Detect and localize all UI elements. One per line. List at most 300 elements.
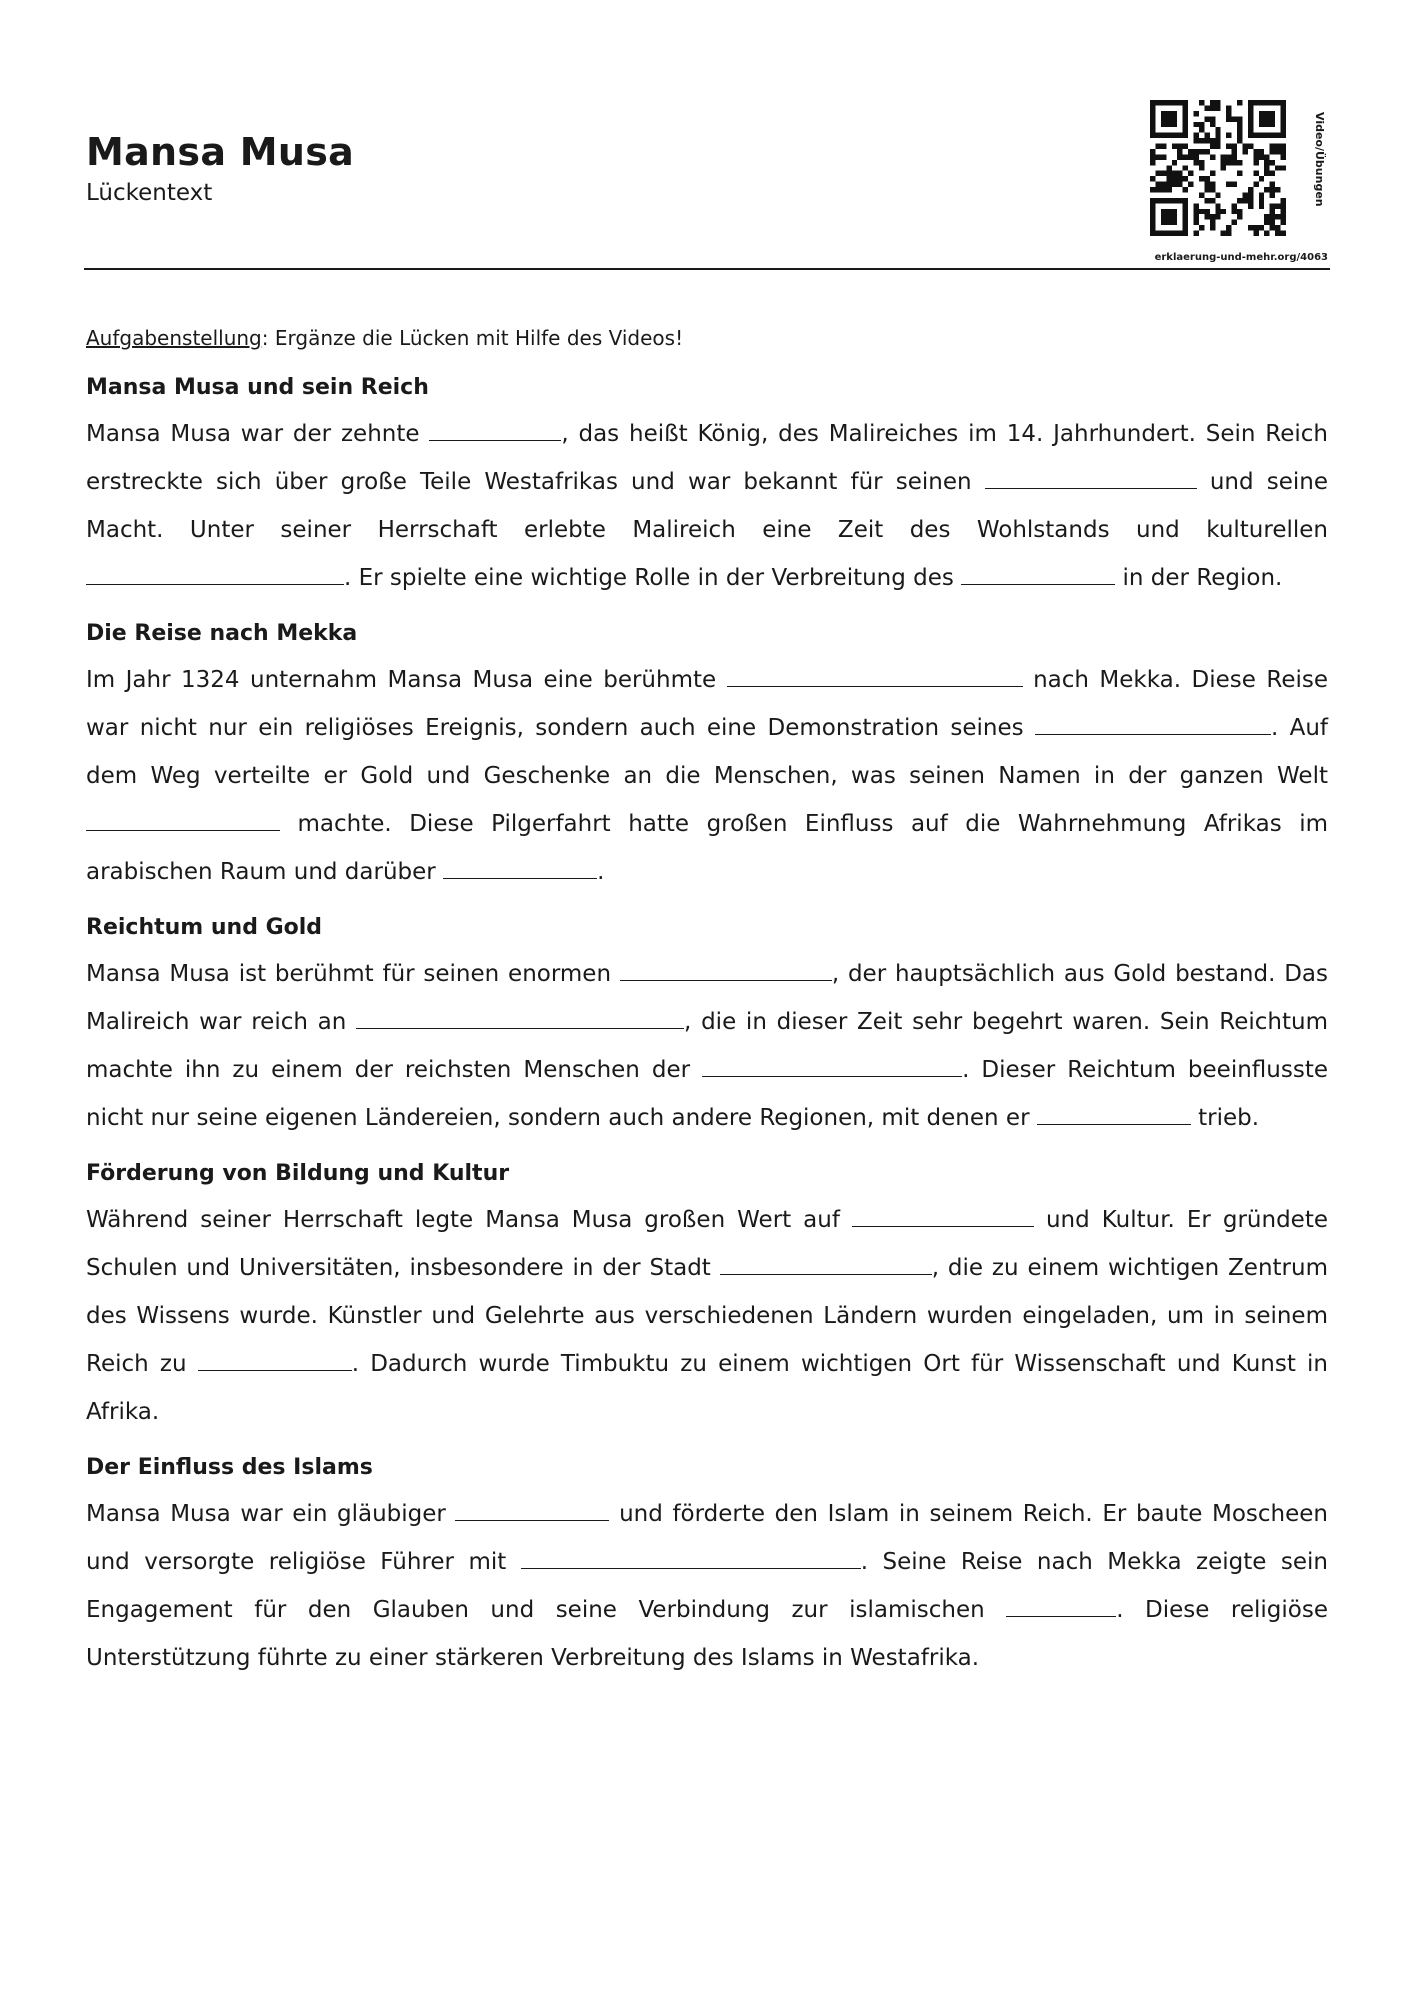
qr-module — [1253, 171, 1258, 176]
qr-module — [1215, 127, 1220, 132]
qr-module — [1253, 154, 1258, 159]
qr-module — [1166, 122, 1171, 127]
qr-module — [1183, 187, 1188, 192]
qr-url-link[interactable]: erklaerung-und-mehr.org/4063 — [1154, 252, 1328, 263]
qr-module — [1177, 182, 1182, 187]
text-segment: . Auf dem Weg verteilte er Gold und Geschenke an die Menschen, was seinen Namen in der ganzen Welt — [86, 715, 1328, 789]
qr-module — [1270, 171, 1275, 176]
qr-module — [1172, 198, 1177, 203]
qr-module — [1259, 176, 1264, 181]
cloze-paragraph — [86, 410, 1328, 602]
qr-module — [1161, 187, 1166, 192]
qr-module — [1281, 122, 1286, 127]
qr-module — [1226, 133, 1231, 138]
qr-module — [1199, 165, 1204, 170]
qr-module — [1275, 149, 1280, 154]
qr-module — [1204, 182, 1209, 187]
text-segment: , der hauptsächlich aus Gold bestand. Das Malireich war reich an — [86, 961, 1328, 1035]
qr-module — [1253, 160, 1258, 165]
qr-module — [1270, 220, 1275, 225]
qr-module — [1253, 133, 1258, 138]
qr-module — [1199, 192, 1204, 197]
text-segment: . Diese religiöse Unterstützung führte zu einer stärkeren Verbreitung des Islams in Westafrika. — [86, 1597, 1328, 1671]
qr-module — [1237, 133, 1242, 138]
qr-module — [1242, 149, 1247, 154]
qr-module — [1281, 149, 1286, 154]
qr-module — [1270, 149, 1275, 154]
qr-module — [1161, 100, 1166, 105]
qr-module — [1248, 198, 1253, 203]
qr-module — [1210, 138, 1215, 143]
section-title: Reichtum und Gold — [86, 915, 323, 940]
text-segment: Mansa Musa war der zehnte — [86, 421, 430, 447]
qr-module — [1259, 111, 1264, 116]
qr-module — [1210, 105, 1215, 110]
qr-module — [1264, 187, 1269, 192]
text-segment: Mansa Musa ist berühmt für seinen enormen — [86, 961, 620, 987]
cloze-paragraph — [86, 1490, 1328, 1682]
text-segment: in der Region. — [1115, 565, 1283, 591]
blank-field[interactable] — [1035, 714, 1271, 735]
text-segment: und förderte den Islam in seinem Reich. Er baute Moscheen und versorgte religiöse Führer mit — [86, 1501, 1328, 1575]
qr-module — [1150, 209, 1155, 214]
cloze-paragraph — [86, 950, 1328, 1142]
qr-module — [1253, 225, 1258, 230]
qr-module — [1155, 154, 1160, 159]
qr-module — [1226, 231, 1231, 236]
qr-module — [1232, 209, 1237, 214]
text-segment: Im Jahr 1324 unternahm Mansa Musa eine berühmte — [86, 667, 727, 693]
qr-module — [1177, 154, 1182, 159]
qr-module — [1281, 209, 1286, 214]
qr-module — [1221, 160, 1226, 165]
qr-module — [1232, 220, 1237, 225]
qr-module — [1270, 203, 1275, 208]
page-subtitle: Lückentext — [86, 180, 213, 206]
qr-module — [1232, 144, 1237, 149]
qr-module — [1155, 133, 1160, 138]
video-exercises-label: Video/Übungen — [1313, 112, 1326, 207]
qr-module — [1281, 133, 1286, 138]
qr-module — [1210, 182, 1215, 187]
qr-module — [1150, 203, 1155, 208]
qr-module — [1210, 214, 1215, 219]
qr-module — [1199, 122, 1204, 127]
qr-module — [1177, 171, 1182, 176]
qr-module — [1204, 149, 1209, 154]
qr-module — [1264, 171, 1269, 176]
qr-module — [1248, 203, 1253, 208]
qr-module — [1183, 231, 1188, 236]
qr-module — [1215, 138, 1220, 143]
blank-field[interactable] — [727, 666, 1023, 687]
qr-module — [1161, 116, 1166, 121]
section-reichtum — [86, 910, 1328, 1142]
qr-module — [1188, 154, 1193, 159]
qr-module — [1161, 122, 1166, 127]
qr-module — [1226, 154, 1231, 159]
qr-module — [1150, 100, 1155, 105]
qr-module — [1172, 100, 1177, 105]
qr-module — [1210, 154, 1215, 159]
blank-field[interactable] — [1037, 1104, 1191, 1125]
qr-module — [1183, 116, 1188, 121]
qr-module — [1270, 100, 1275, 105]
qr-module — [1248, 116, 1253, 121]
qr-module — [1199, 209, 1204, 214]
qr-module — [1226, 182, 1231, 187]
qr-module — [1259, 203, 1264, 208]
qr-module — [1248, 127, 1253, 132]
qr-module — [1253, 231, 1258, 236]
qr-module — [1275, 144, 1280, 149]
qr-module — [1264, 116, 1269, 121]
qr-module — [1270, 187, 1275, 192]
qr-module — [1270, 209, 1275, 214]
qr-module — [1248, 122, 1253, 127]
qr-module — [1150, 154, 1155, 159]
qr-module — [1253, 100, 1258, 105]
qr-module — [1204, 105, 1209, 110]
qr-module — [1210, 225, 1215, 230]
qr-module — [1204, 209, 1209, 214]
qr-module — [1166, 111, 1171, 116]
qr-module — [1177, 176, 1182, 181]
qr-module — [1183, 165, 1188, 170]
blank-field[interactable] — [86, 810, 280, 831]
qr-module — [1161, 182, 1166, 187]
qr-module — [1264, 165, 1269, 170]
text-segment: und Kultur. Er gründete Schulen und Universitäten, insbesondere in der Stadt — [86, 1207, 1328, 1281]
qr-module — [1188, 149, 1193, 154]
qr-module — [1194, 231, 1199, 236]
qr-module — [1275, 165, 1280, 170]
qr-module — [1194, 133, 1199, 138]
qr-module — [1226, 111, 1231, 116]
qr-module — [1210, 187, 1215, 192]
qr-module — [1221, 231, 1226, 236]
qr-module — [1215, 214, 1220, 219]
qr-module — [1155, 198, 1160, 203]
blank-field[interactable] — [356, 1008, 684, 1029]
qr-module — [1248, 187, 1253, 192]
qr-module — [1183, 203, 1188, 208]
qr-module — [1172, 144, 1177, 149]
blank-field[interactable] — [443, 858, 597, 879]
qr-module — [1183, 100, 1188, 105]
qr-module — [1161, 154, 1166, 159]
qr-module — [1275, 225, 1280, 230]
qr-module — [1183, 176, 1188, 181]
qr-module — [1237, 116, 1242, 121]
qr-module — [1194, 220, 1199, 225]
qr-module — [1210, 122, 1215, 127]
blank-field[interactable] — [198, 1350, 352, 1371]
text-segment: trieb. — [1190, 1105, 1260, 1131]
page-title: Mansa Musa — [86, 130, 355, 174]
qr-module — [1161, 231, 1166, 236]
qr-module — [1150, 105, 1155, 110]
qr-module — [1150, 122, 1155, 127]
qr-module — [1264, 154, 1269, 159]
qr-module — [1210, 220, 1215, 225]
qr-module — [1259, 116, 1264, 121]
section-title: Förderung von Bildung und Kultur — [86, 1161, 510, 1186]
task-label: Aufgabenstellung — [86, 326, 262, 350]
qr-module — [1248, 111, 1253, 116]
qr-module — [1281, 220, 1286, 225]
qr-module — [1166, 209, 1171, 214]
qr-module — [1281, 231, 1286, 236]
qr-module — [1270, 214, 1275, 219]
qr-module — [1183, 133, 1188, 138]
qr-module — [1150, 111, 1155, 116]
text-segment: Während seiner Herrschaft legte Mansa Musa großen Wert auf — [86, 1207, 852, 1233]
qr-module — [1264, 100, 1269, 105]
blank-field[interactable] — [852, 1206, 1034, 1227]
qr-module — [1270, 122, 1275, 127]
qr-module — [1188, 182, 1193, 187]
qr-module — [1204, 198, 1209, 203]
qr-module — [1183, 111, 1188, 116]
section-title: Mansa Musa und sein Reich — [86, 375, 429, 400]
qr-module — [1204, 138, 1209, 143]
blank-field[interactable] — [455, 1500, 609, 1521]
qr-module — [1210, 100, 1215, 105]
section-bildung — [86, 1156, 1328, 1436]
section-reise — [86, 616, 1328, 896]
qr-module — [1259, 100, 1264, 105]
qr-module — [1210, 171, 1215, 176]
qr-module — [1215, 144, 1220, 149]
qr-module — [1215, 203, 1220, 208]
qr-module — [1166, 214, 1171, 219]
blank-field[interactable] — [985, 468, 1197, 489]
section-islam — [86, 1450, 1328, 1682]
qr-module — [1242, 198, 1247, 203]
qr-module — [1194, 111, 1199, 116]
text-segment: . Seine Reise nach Mekka zeigte sein Engagement für den Glauben und seine Verbindung zur islamischen — [86, 1549, 1328, 1623]
qr-module — [1166, 231, 1171, 236]
qr-module — [1172, 133, 1177, 138]
section-reich — [86, 370, 1328, 602]
qr-module — [1210, 116, 1215, 121]
qr-module — [1275, 100, 1280, 105]
cloze-paragraph — [86, 1196, 1328, 1436]
qr-module — [1232, 160, 1237, 165]
qr-module — [1194, 138, 1199, 143]
qr-module — [1172, 122, 1177, 127]
qr-module — [1177, 149, 1182, 154]
qr-module — [1172, 214, 1177, 219]
qr-module — [1232, 149, 1237, 154]
qr-module — [1226, 105, 1231, 110]
text-segment: nach Mekka. Diese Reise war nicht nur ein religiöses Ereignis, sondern auch eine Demonstration seines — [86, 667, 1328, 741]
qr-module — [1194, 154, 1199, 159]
qr-module — [1248, 225, 1253, 230]
qr-module — [1199, 160, 1204, 165]
qr-module — [1177, 133, 1182, 138]
qr-module — [1150, 231, 1155, 236]
qr-module — [1248, 100, 1253, 105]
qr-module — [1150, 127, 1155, 132]
qr-module — [1150, 220, 1155, 225]
blank-field[interactable] — [702, 1056, 962, 1077]
qr-module — [1166, 133, 1171, 138]
qr-module — [1232, 154, 1237, 159]
qr-module — [1275, 187, 1280, 192]
qr-module — [1248, 192, 1253, 197]
text-segment: Mansa Musa war ein gläubiger — [86, 1501, 456, 1527]
qr-module — [1270, 111, 1275, 116]
qr-module — [1237, 100, 1242, 105]
qr-module — [1166, 171, 1171, 176]
qr-module — [1183, 214, 1188, 219]
header-divider — [84, 268, 1330, 270]
qr-module — [1237, 198, 1242, 203]
qr-module — [1237, 171, 1242, 176]
qr-module — [1199, 100, 1204, 105]
qr-module — [1270, 160, 1275, 165]
qr-module — [1194, 122, 1199, 127]
qr-module — [1270, 144, 1275, 149]
text-segment: , die zu einem wichtigen Zentrum des Wissens wurde. Künstler und Gelehrte aus verschiedenen Ländern wurden eingeladen, um in seinem Reich zu — [86, 1255, 1328, 1377]
blank-field[interactable] — [521, 1548, 861, 1569]
qr-module — [1188, 171, 1193, 176]
qr-module — [1281, 105, 1286, 110]
qr-module — [1172, 160, 1177, 165]
qr-module — [1210, 198, 1215, 203]
qr-module — [1215, 209, 1220, 214]
qr-module — [1221, 165, 1226, 170]
qr-module — [1237, 127, 1242, 132]
qr-module — [1259, 154, 1264, 159]
qr-module — [1172, 182, 1177, 187]
qr-module — [1194, 160, 1199, 165]
task-instruction — [86, 320, 1328, 356]
qr-module — [1281, 165, 1286, 170]
qr-module — [1210, 144, 1215, 149]
qr-module — [1264, 122, 1269, 127]
qr-module — [1281, 203, 1286, 208]
qr-module — [1183, 122, 1188, 127]
text-segment: und seine Macht. Unter seiner Herrschaft erlebte Malireich eine Zeit des Wohlstands und kulturellen — [86, 469, 1328, 543]
qr-module — [1281, 214, 1286, 219]
qr-module — [1259, 133, 1264, 138]
qr-module — [1237, 122, 1242, 127]
text-segment: . Dieser Reichtum beeinflusste nicht nur seine eigenen Ländereien, sondern auch andere Regionen, mit denen er — [86, 1057, 1328, 1131]
qr-module — [1166, 198, 1171, 203]
qr-module — [1166, 116, 1171, 121]
qr-module — [1253, 149, 1258, 154]
qr-module — [1172, 116, 1177, 121]
blank-field[interactable] — [720, 1254, 932, 1275]
text-segment: . — [597, 859, 605, 885]
qr-module — [1150, 225, 1155, 230]
qr-module — [1150, 176, 1155, 181]
qr-module — [1161, 209, 1166, 214]
qr-module — [1275, 133, 1280, 138]
blank-field[interactable] — [86, 564, 344, 585]
qr-module — [1259, 225, 1264, 230]
qr-module — [1264, 160, 1269, 165]
qr-module — [1232, 182, 1237, 187]
qr-module — [1183, 154, 1188, 159]
qr-module — [1199, 225, 1204, 230]
qr-module — [1204, 214, 1209, 219]
qr-module — [1150, 133, 1155, 138]
qr-module — [1259, 192, 1264, 197]
qr-module — [1221, 209, 1226, 214]
qr-module — [1161, 111, 1166, 116]
qr-module — [1281, 154, 1286, 159]
qr-module — [1194, 209, 1199, 214]
section-title: Der Einfluss des Islams — [86, 1455, 373, 1480]
qr-module — [1199, 149, 1204, 154]
qr-module — [1215, 192, 1220, 197]
qr-code-icon[interactable] — [1150, 100, 1286, 236]
qr-module — [1221, 154, 1226, 159]
qr-module — [1183, 220, 1188, 225]
qr-module — [1166, 220, 1171, 225]
qr-module — [1150, 160, 1155, 165]
qr-module — [1194, 149, 1199, 154]
qr-module — [1150, 214, 1155, 219]
qr-module — [1259, 149, 1264, 154]
qr-module — [1253, 182, 1258, 187]
qr-module — [1248, 105, 1253, 110]
blank-field[interactable] — [1006, 1596, 1116, 1617]
qr-module — [1270, 182, 1275, 187]
cloze-paragraph — [86, 656, 1328, 896]
qr-module — [1259, 122, 1264, 127]
qr-module — [1237, 214, 1242, 219]
blank-field[interactable] — [961, 564, 1115, 585]
qr-module — [1177, 100, 1182, 105]
qr-module — [1237, 209, 1242, 214]
blank-field[interactable] — [620, 960, 832, 981]
task-text: : Ergänze die Lücken mit Hilfe des Videos! — [261, 326, 684, 350]
qr-module — [1150, 116, 1155, 121]
text-segment: , die in dieser Zeit sehr begehrt waren. Sein Reichtum machte ihn zu einem der reichsten Menschen der — [86, 1009, 1328, 1083]
qr-module — [1166, 100, 1171, 105]
qr-module — [1270, 225, 1275, 230]
qr-module — [1248, 133, 1253, 138]
qr-module — [1172, 176, 1177, 181]
qr-module — [1161, 198, 1166, 203]
qr-module — [1183, 209, 1188, 214]
text-segment: machte. Diese Pilgerfahrt hatte großen Einfluss auf die Wahrnehmung Afrikas im arabischen Raum und darüber — [86, 811, 1328, 885]
qr-module — [1194, 203, 1199, 208]
qr-module — [1177, 231, 1182, 236]
qr-module — [1270, 192, 1275, 197]
qr-module — [1199, 176, 1204, 181]
qr-module — [1155, 187, 1160, 192]
qr-module — [1204, 187, 1209, 192]
qr-module — [1166, 176, 1171, 181]
qr-module — [1281, 111, 1286, 116]
qr-module — [1264, 133, 1269, 138]
qr-module — [1177, 144, 1182, 149]
qr-module — [1204, 176, 1209, 181]
qr-module — [1183, 127, 1188, 132]
qr-module — [1215, 105, 1220, 110]
qr-module — [1199, 138, 1204, 143]
blank-field[interactable] — [429, 420, 561, 441]
qr-module — [1215, 133, 1220, 138]
qr-module — [1172, 209, 1177, 214]
qr-module — [1183, 198, 1188, 203]
